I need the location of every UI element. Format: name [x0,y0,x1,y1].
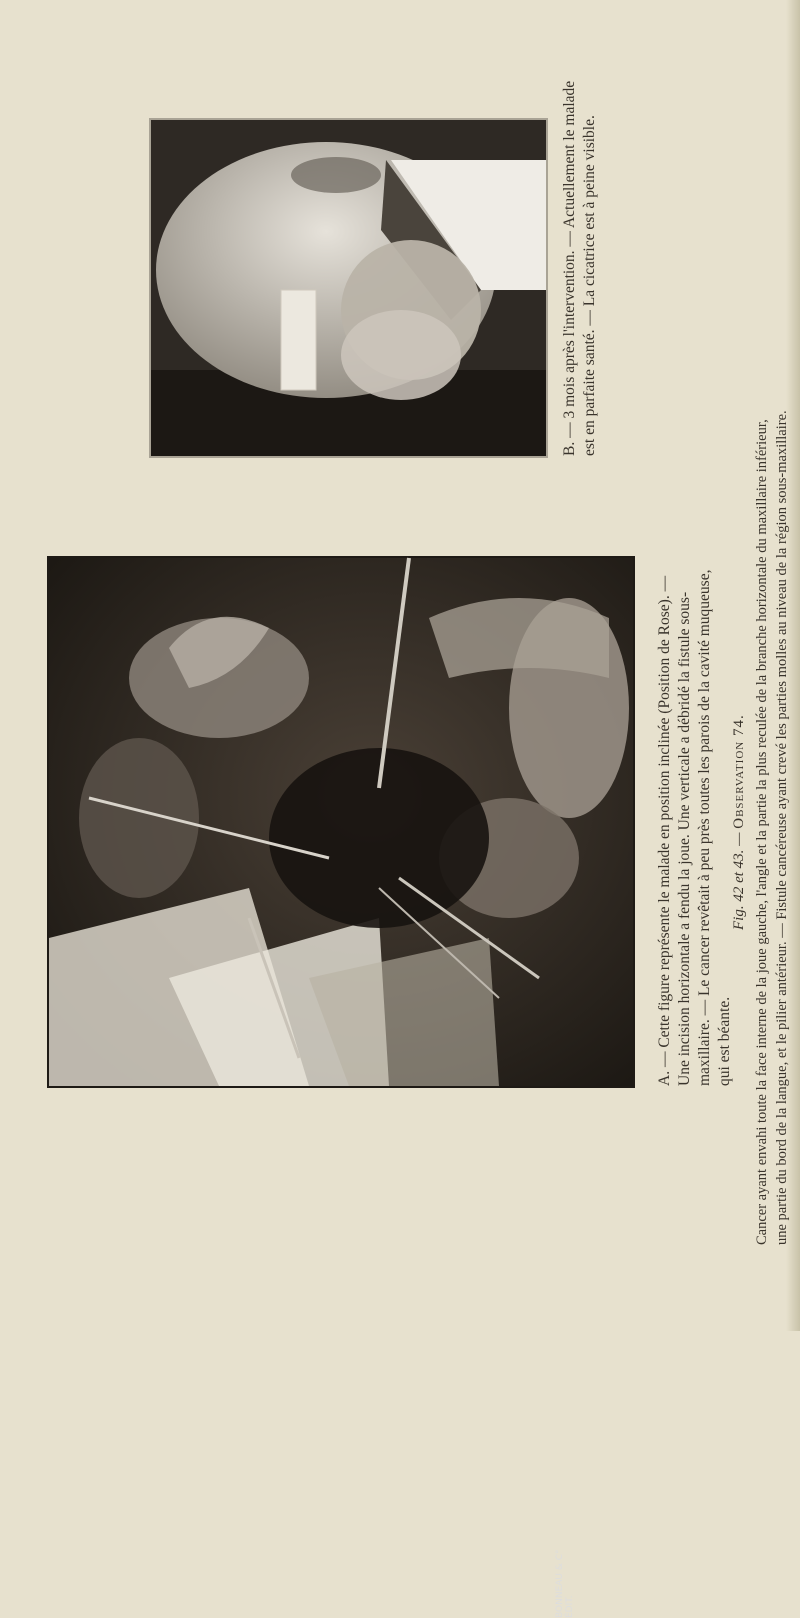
engraver-credit: BONNEAU & C° ÉDIT. [555,1549,575,1618]
patient-photo-drawing [151,120,546,456]
surgery-photograph [47,556,635,1618]
patient-photograph [149,118,548,458]
surgery-photo-drawing [49,558,633,1086]
description-line-2: une partie du bord de la langue, et le pilier antérieur. — Fistule cancéreuse ayant crevé les parties molles au niveau de la région sous-maxillaire. [774,410,790,1245]
observation-number: Observation 74. [731,714,747,829]
figure-b-caption: B. — 3 mois après l'intervention. — Actuellement le malade est en parfaite santé. — La cicatrice est à peine visible. [561,80,598,456]
description-line-1: Cancer ayant envahi toute la face interne de la joue gauche, l'angle et la partie la plus reculée de la branche horizontale du maxillaire inférieur, [754,419,770,1245]
case-description [752,45,792,1245]
figure-a-caption: A. — Cette figure représente le malade en position inclinée (Position de Rose). — Une incision horizontale a fendu la joue. Une verticale a débridé la fistule sous-maxillaire. — Le cancer revêtait à peu près toutes les parois de la cavité muqueuse, qui est béante. [656,569,733,1086]
figure-number: Fig. 42 et 43. [731,849,747,930]
figure-reference [731,714,748,930]
figure-separator: — [731,828,747,850]
